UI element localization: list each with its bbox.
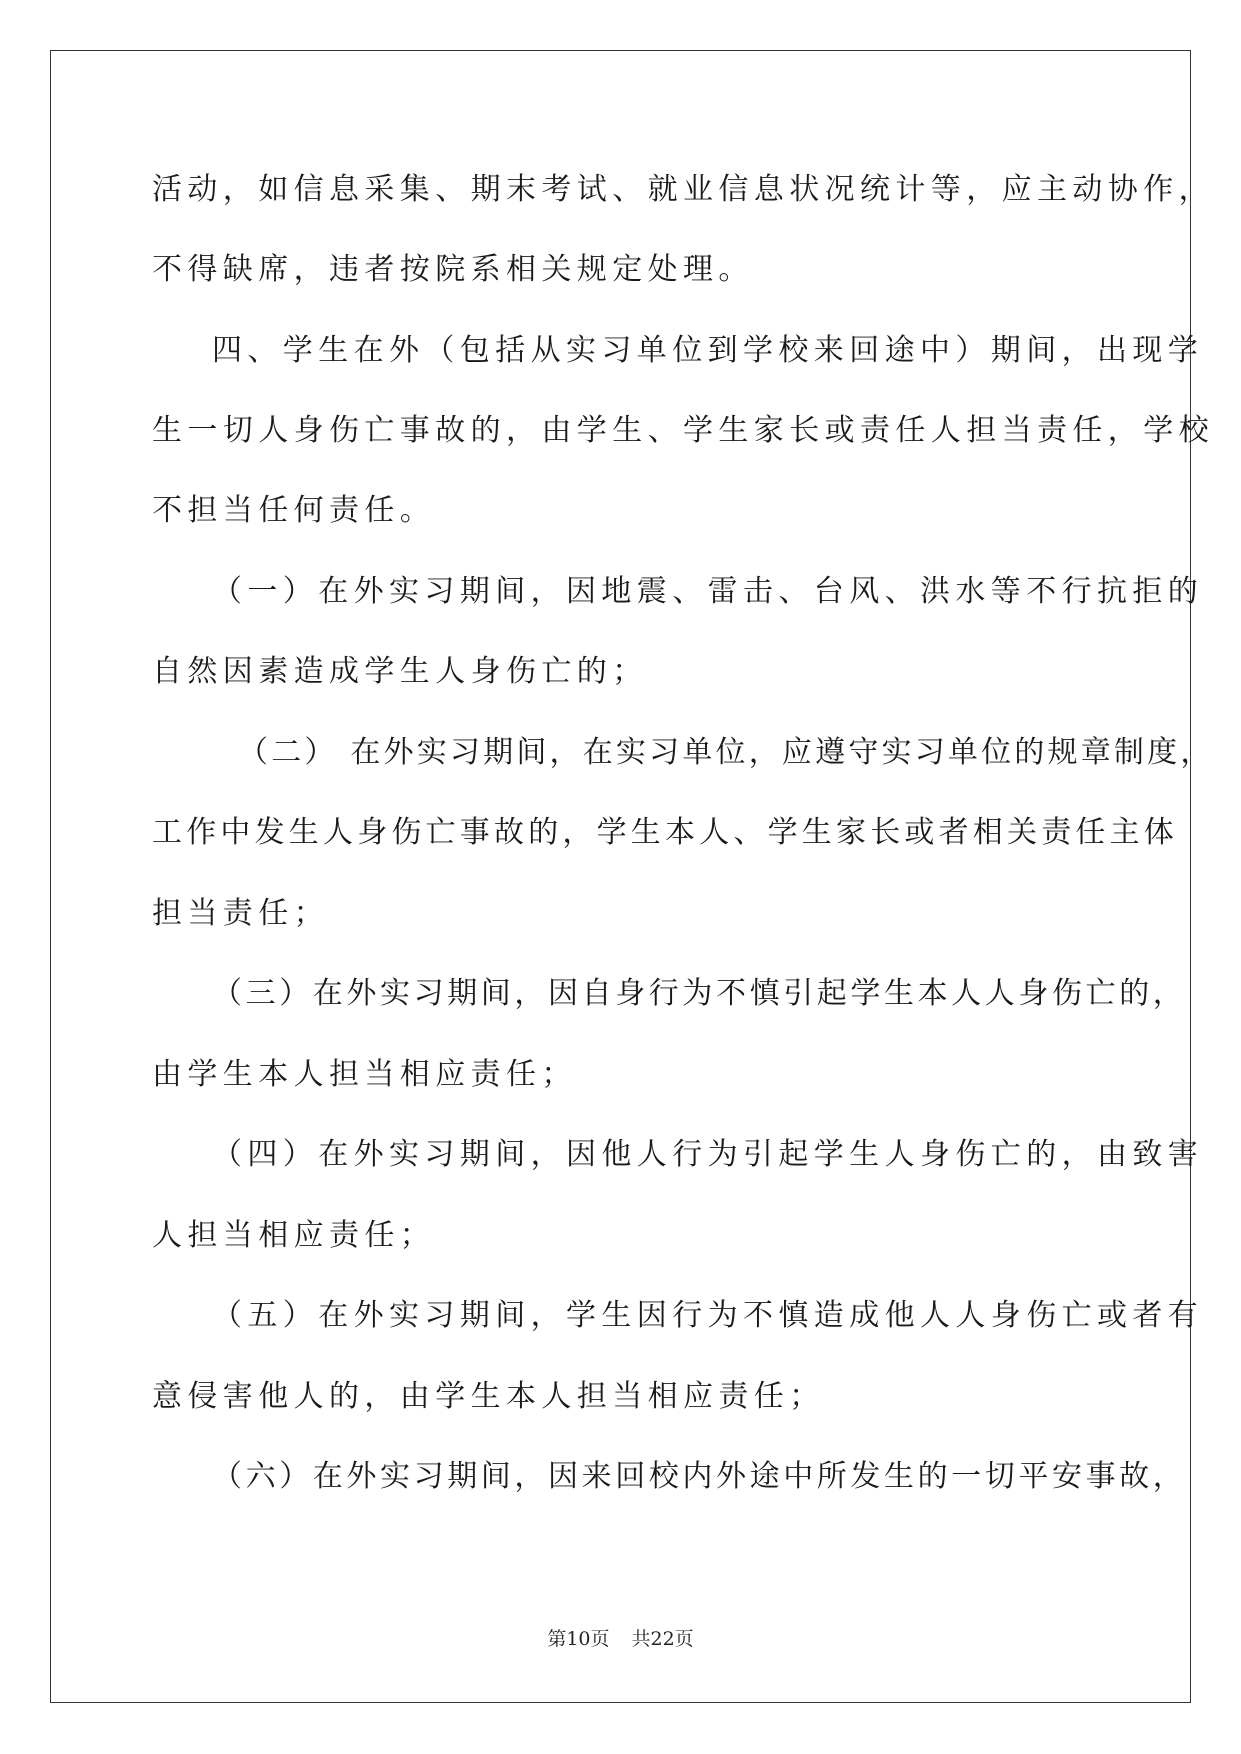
body-line-11: （三）在外实习期间，因自身行为不慎引起学生本人人身伤亡的， <box>212 976 1187 1011</box>
body-line-13: （四）在外实习期间，因他人行为引起学生人身伤亡的，由致害 <box>212 1137 1204 1172</box>
body-line-15: （五）在外实习期间，学生因行为不慎造成他人人身伤亡或者有 <box>212 1298 1204 1333</box>
body-line-2: 不得缺席，违者按院系相关规定处理。 <box>152 252 754 287</box>
page-border <box>50 50 1191 1703</box>
body-line-12: 由学生本人担当相应责任； <box>152 1057 577 1092</box>
page-number: 第10页 <box>547 1628 610 1650</box>
total-pages: 共22页 <box>631 1628 694 1650</box>
body-line-1: 活动，如信息采集、期末考试、就业信息状况统计等，应主动协作， <box>152 172 1214 207</box>
body-line-8: （二） 在外实习期间，在实习单位，应遵守实习单位的规章制度， <box>238 735 1214 770</box>
body-line-10: 担当责任； <box>152 896 329 931</box>
body-line-5: 不担当任何责任。 <box>152 493 436 528</box>
body-line-7: 自然因素造成学生人身伤亡的； <box>152 654 648 689</box>
body-line-9: 工作中发生人身伤亡事故的，学生本人、学生家长或者相关责任主体 <box>152 815 1178 850</box>
body-line-3: 四、学生在外（包括从实习单位到学校来回途中）期间，出现学 <box>212 333 1204 368</box>
page-footer <box>0 1626 1241 1652</box>
body-line-4: 生一切人身伤亡事故的，由学生、学生家长或责任人担当责任，学校 <box>152 413 1214 448</box>
body-line-14: 人担当相应责任； <box>152 1218 436 1253</box>
body-line-17: （六）在外实习期间，因来回校内外途中所发生的一切平安事故， <box>212 1459 1187 1494</box>
body-line-16: 意侵害他人的，由学生本人担当相应责任； <box>152 1379 825 1414</box>
body-line-6: （一）在外实习期间，因地震、雷击、台风、洪水等不行抗拒的 <box>212 574 1204 609</box>
